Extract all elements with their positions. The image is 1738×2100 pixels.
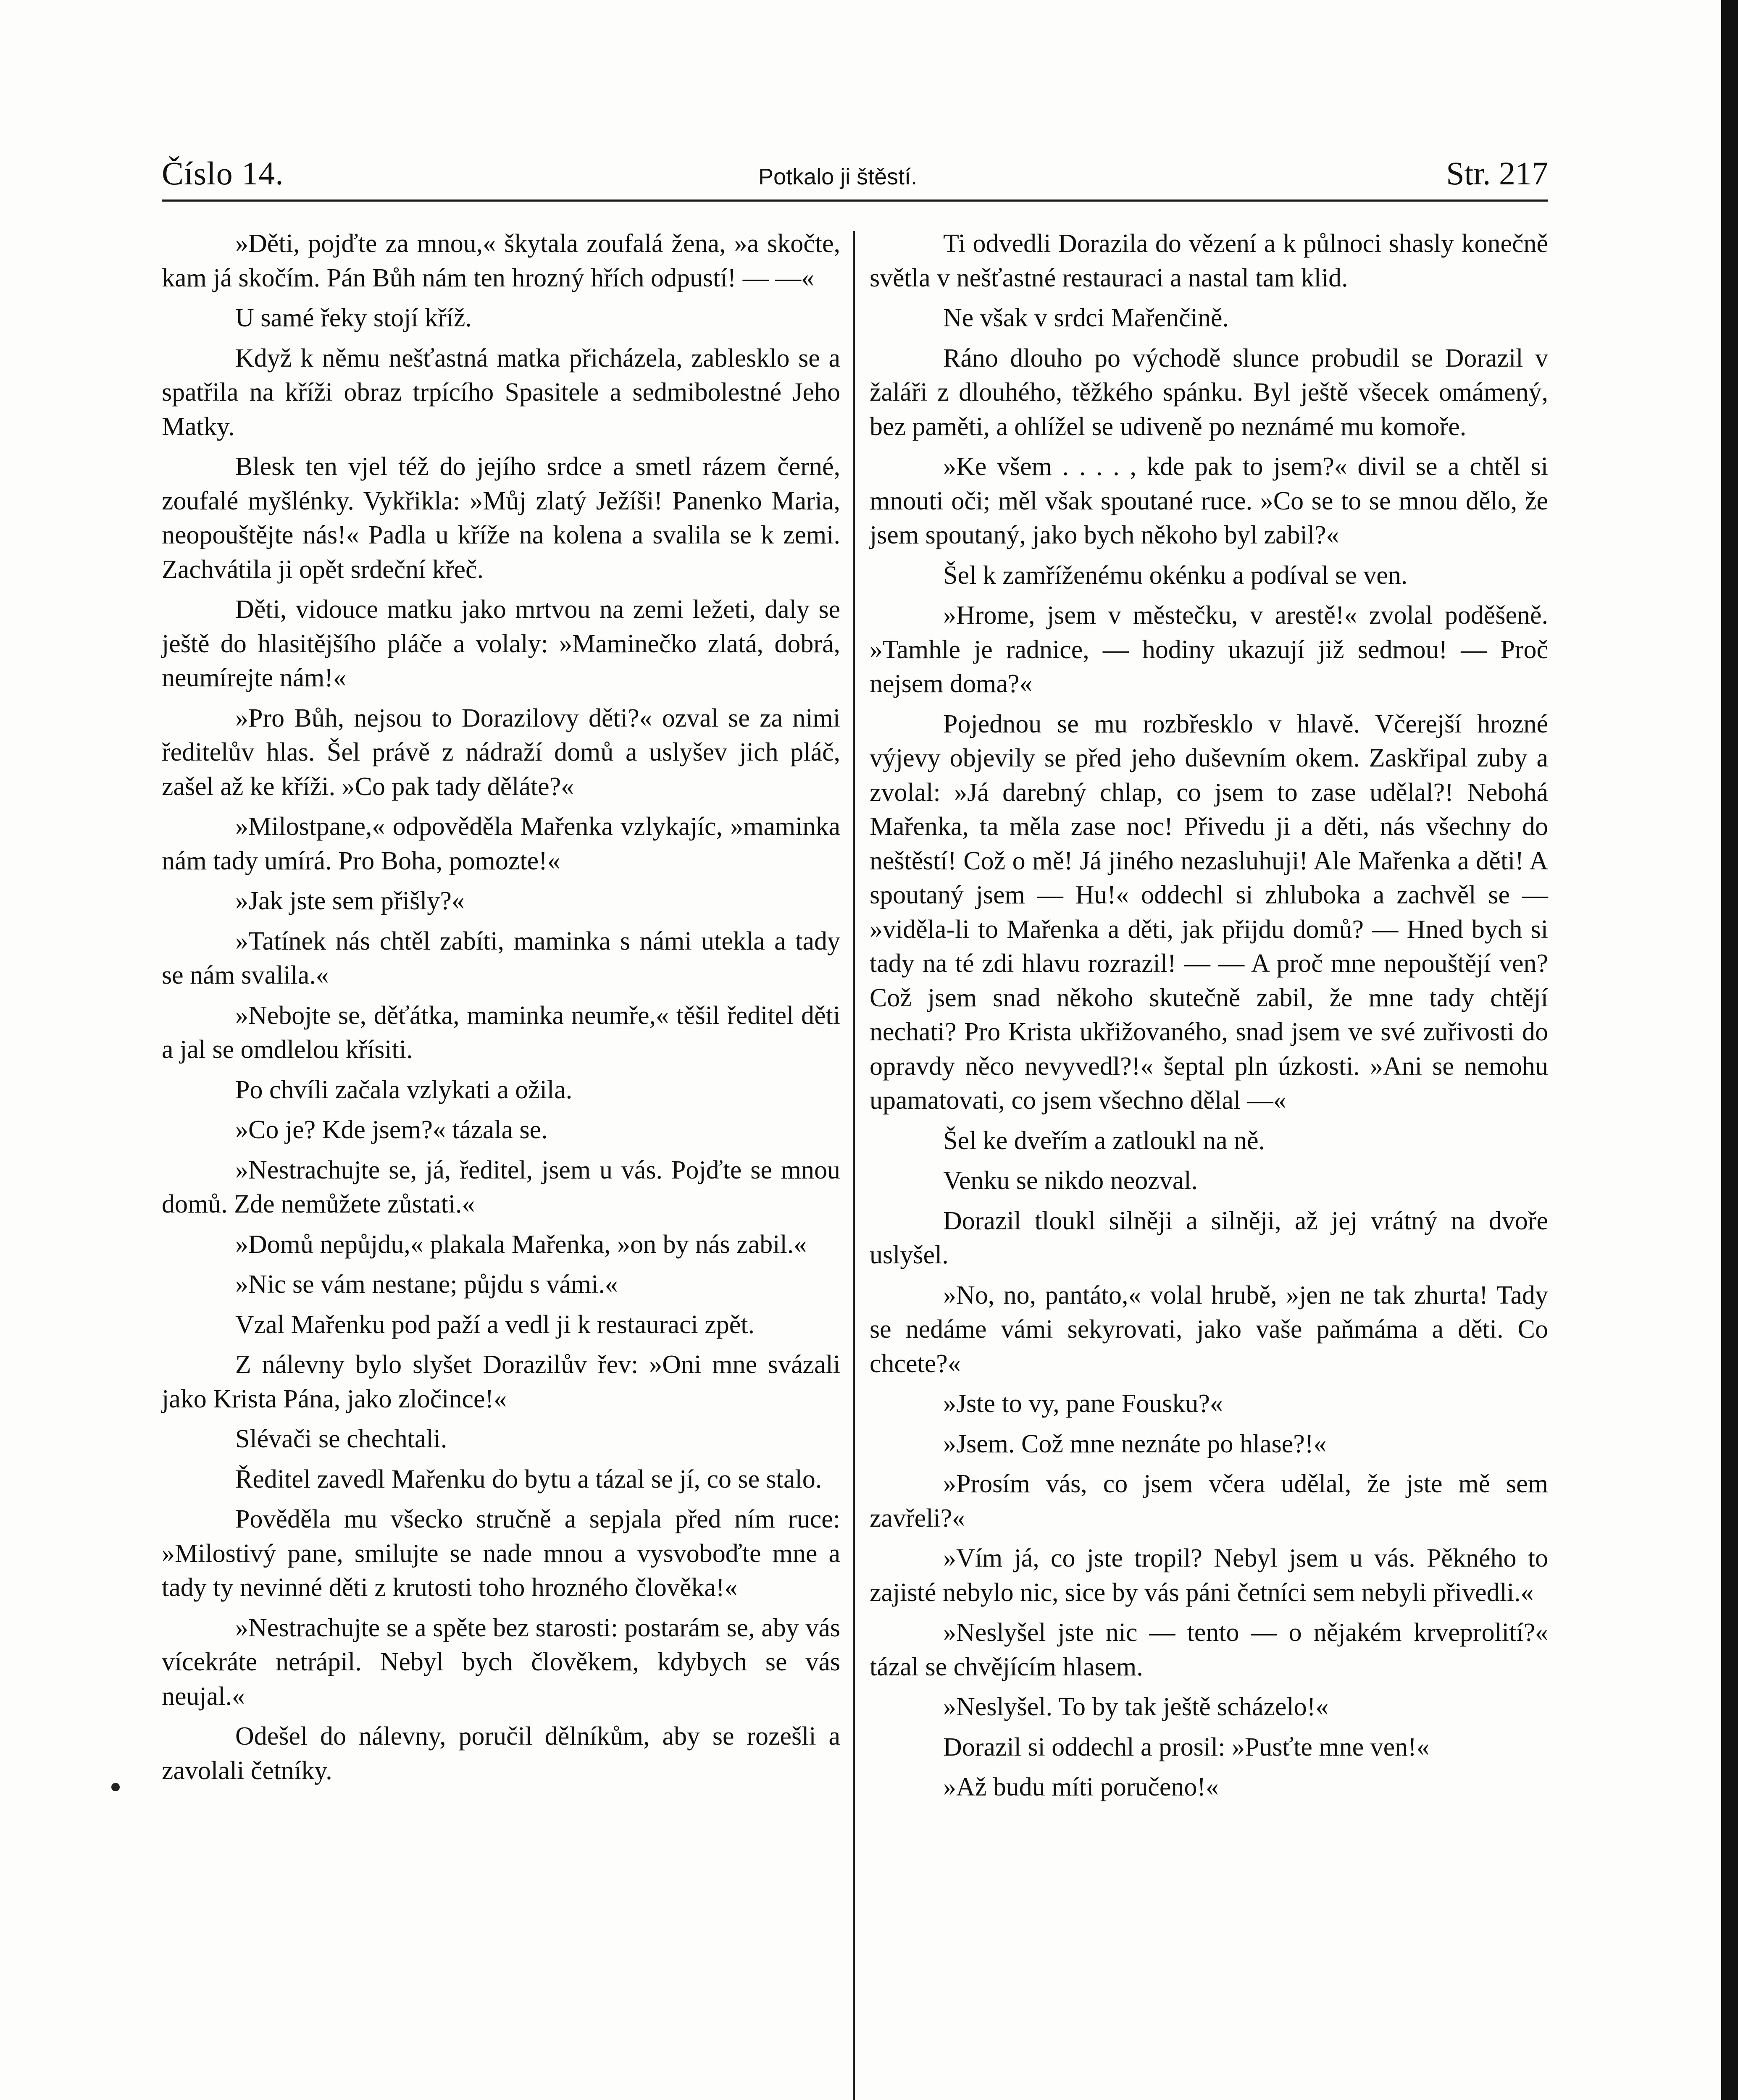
paragraph: »No, no, pantáto,« volal hrubě, »jen ne tak zhurta! Tady se nedáme vámi sekyrovati, jako vaše paňmáma a děti. Co chcete?«	[870, 1281, 1548, 1378]
paragraph: »Až budu míti poručeno!«	[943, 1773, 1219, 1801]
paragraph: Vzal Mařenku pod paží a vedl ji k restauraci zpět.	[235, 1310, 755, 1339]
paragraph: »Pro Bůh, nejsou to Dorazilovy děti?« ozval se za nimi ředitelův hlas. Šel právě z nádraží domů a uslyšev jich pláč, zašel až ke kříži. »Co pak tady děláte?«	[162, 704, 840, 801]
right-column	[870, 227, 1548, 1811]
paragraph: »Jak jste sem přišly?«	[235, 887, 465, 915]
paragraph: »Co je? Kde jsem?« tázala se.	[235, 1116, 548, 1144]
paragraph: »Tatínek nás chtěl zabíti, maminka s námi utekla a tady se nám svalila.«	[162, 927, 840, 990]
margin-mark	[111, 1783, 120, 1791]
paragraph: »Prosím vás, co jsem včera udělal, že jste mě sem zavřeli?«	[870, 1470, 1548, 1533]
paragraph: »Jsem. Což mne neznáte po hlase?!«	[943, 1429, 1327, 1458]
paragraph: »Neslyšel. To by tak ještě scházelo!«	[943, 1693, 1329, 1721]
paragraph: »Hrome, jsem v městečku, v arestě!« zvolal poděšeně. »Tamhle je radnice, — hodiny ukazují již sedmou! — Proč nejsem doma?«	[870, 601, 1548, 698]
running-title: Potkalo ji štěstí.	[758, 164, 918, 189]
paragraph: Odešel do nálevny, poručil dělníkům, aby se rozešli a zavolali četníky.	[162, 1722, 840, 1785]
paragraph: Slévači se chechtali.	[235, 1425, 447, 1453]
issue-number: Číslo 14.	[162, 155, 284, 192]
column-divider	[853, 231, 855, 2100]
paragraph: Šel ke dveřím a zatloukl na ně.	[943, 1126, 1265, 1155]
paragraph: Po chvíli začala vzlykati a ožila.	[235, 1075, 573, 1104]
paragraph: Ředitel zavedl Mařenku do bytu a tázal se jí, co se stalo.	[235, 1465, 822, 1494]
paragraph: Venku se nikdo neozval.	[943, 1166, 1198, 1195]
paragraph: »Ke všem . . . . , kde pak to jsem?« divil se a chtěl si mnouti oči; měl však spoutané ruce. »Co se to se mnou dělo, že jsem spoutaný, jako bych někoho byl zabil?«	[870, 452, 1548, 549]
paragraph: »Domů nepůjdu,« plakala Mařenka, »on by nás zabil.«	[235, 1230, 807, 1259]
paragraph: Ti odvedli Dorazila do vězení a k půlnoci shasly konečně světla v nešťastné restauraci a nastal tam klid.	[870, 229, 1548, 292]
paragraph: Ráno dlouho po východě slunce probudil se Dorazil v žaláři z dlouhého, těžkého spánku. Byl ještě všecek omámený, bez paměti, a ohlížel se udiveně po neznámé mu komoře.	[870, 344, 1548, 441]
paragraph: Blesk ten vjel též do jejího srdce a smetl rázem černé, zoufalé myšlénky. Vykřikla: »Můj zlatý Ježíši! Panenko Maria, neopouštějte nás!« Padla u kříže na kolena a svalila se k zemi. Zachvátila ji opět srdeční křeč.	[162, 452, 840, 584]
paragraph: Dorazil si oddechl a prosil: »Pusťte mne ven!«	[943, 1732, 1430, 1761]
paragraph: »Nebojte se, děťátka, maminka neumře,« těšil ředitel děti a jal se omdlelou křísiti.	[162, 1001, 840, 1064]
paragraph: Dorazil tloukl silněji a silněji, až jej vrátný na dvoře uslyšel.	[870, 1206, 1548, 1269]
left-column	[162, 227, 840, 1794]
paragraph: Ne však v srdci Mařenčině.	[943, 304, 1229, 332]
paragraph: Pověděla mu všecko stručně a sepjala před ním ruce: »Milostivý pane, smilujte se nade mnou a vysvoboďte mne a tady ty nevinné děti z krutosti toho hrozného člověka!«	[162, 1505, 840, 1602]
paragraph: Děti, vidouce matku jako mrtvou na zemi ležeti, daly se ještě do hlasitějšího pláče a volaly: »Maminečko zlatá, dobrá, neumírejte nám!«	[162, 595, 840, 692]
paragraph: »Milostpane,« odpověděla Mařenka vzlykajíc, »maminka nám tady umírá. Pro Boha, pomozte!«	[162, 812, 840, 875]
paragraph: »Nestrachujte se, já, ředitel, jsem u vás. Pojďte se mnou domů. Zde nemůžete zůstati.«	[162, 1155, 840, 1218]
paragraph: »Jste to vy, pane Fousku?«	[943, 1389, 1223, 1418]
paragraph: U samé řeky stojí kříž.	[235, 304, 472, 332]
paragraph: »Neslyšel jste nic — tento — o nějakém krveprolití?« tázal se chvějícím hlasem.	[870, 1618, 1548, 1681]
paragraph: Z nálevny bylo slyšet Dorazilův řev: »Oni mne svázali jako Krista Pána, jako zločince!«	[162, 1350, 840, 1413]
paragraph: »Nic se vám nestane; půjdu s vámi.«	[235, 1270, 618, 1299]
scan-edge-right	[1721, 0, 1738, 2100]
paragraph: Když k němu nešťastná matka přicházela, zablesklo se a spatřila na kříži obraz trpícího Spasitele a sedmibolestné Jeho Matky.	[162, 344, 840, 441]
paragraph: »Nestrachujte se a spěte bez starosti: postarám se, aby vás vícekráte netrápil. Nebyl bych člověkem, kdybych se vás neujal.«	[162, 1613, 840, 1711]
paragraph: »Vím já, co jste tropil? Nebyl jsem u vás. Pěkného to zajisté nebylo nic, sice by vás páni četníci sem nebyli přivedli.«	[870, 1544, 1548, 1607]
paragraph: »Děti, pojďte za mnou,« škytala zoufalá žena, »a skočte, kam já skočím. Pán Bůh nám ten hrozný hřích odpustí! — —«	[162, 229, 840, 292]
paragraph: Pojednou se mu rozbřesklo v hlavě. Včerejší hrozné výjevy objevily se před jeho duševním okem. Zaskřipal zuby a zvolal: »Já darebný chlap, co jsem to zase udělal?! Nebohá Mařenka, ta měla zase noc! Přivedu ji a děti, nás všechny do neštěstí! Což o mě! Já jiného nezasluhuji! Ale Mařenka a děti! A spoutaný jsem — Hu!« oddechl si zhluboka a zachvěl se — »viděla-li to Mařenka a děti, jak přijdu domů? — Hned bych si tady na té zdi hlavu rozrazil! — — A proč mne nepouštějí ven? Což jsem snad někoho skutečně zabil, že mne tady chtějí nechati? Pro Krista ukřižovaného, snad jsem ve své zuřivosti do opravdy něco nevyvedl?!« šeptal pln úzkosti. »Ani se nemohu upamatovati, co jsem všechno dělal —«	[870, 709, 1548, 1115]
paragraph: Šel k zamříženému okénku a podíval se ven.	[943, 561, 1408, 590]
header-rule	[162, 200, 1548, 202]
running-header	[162, 155, 1548, 197]
page-number: Str. 217	[1446, 155, 1548, 192]
